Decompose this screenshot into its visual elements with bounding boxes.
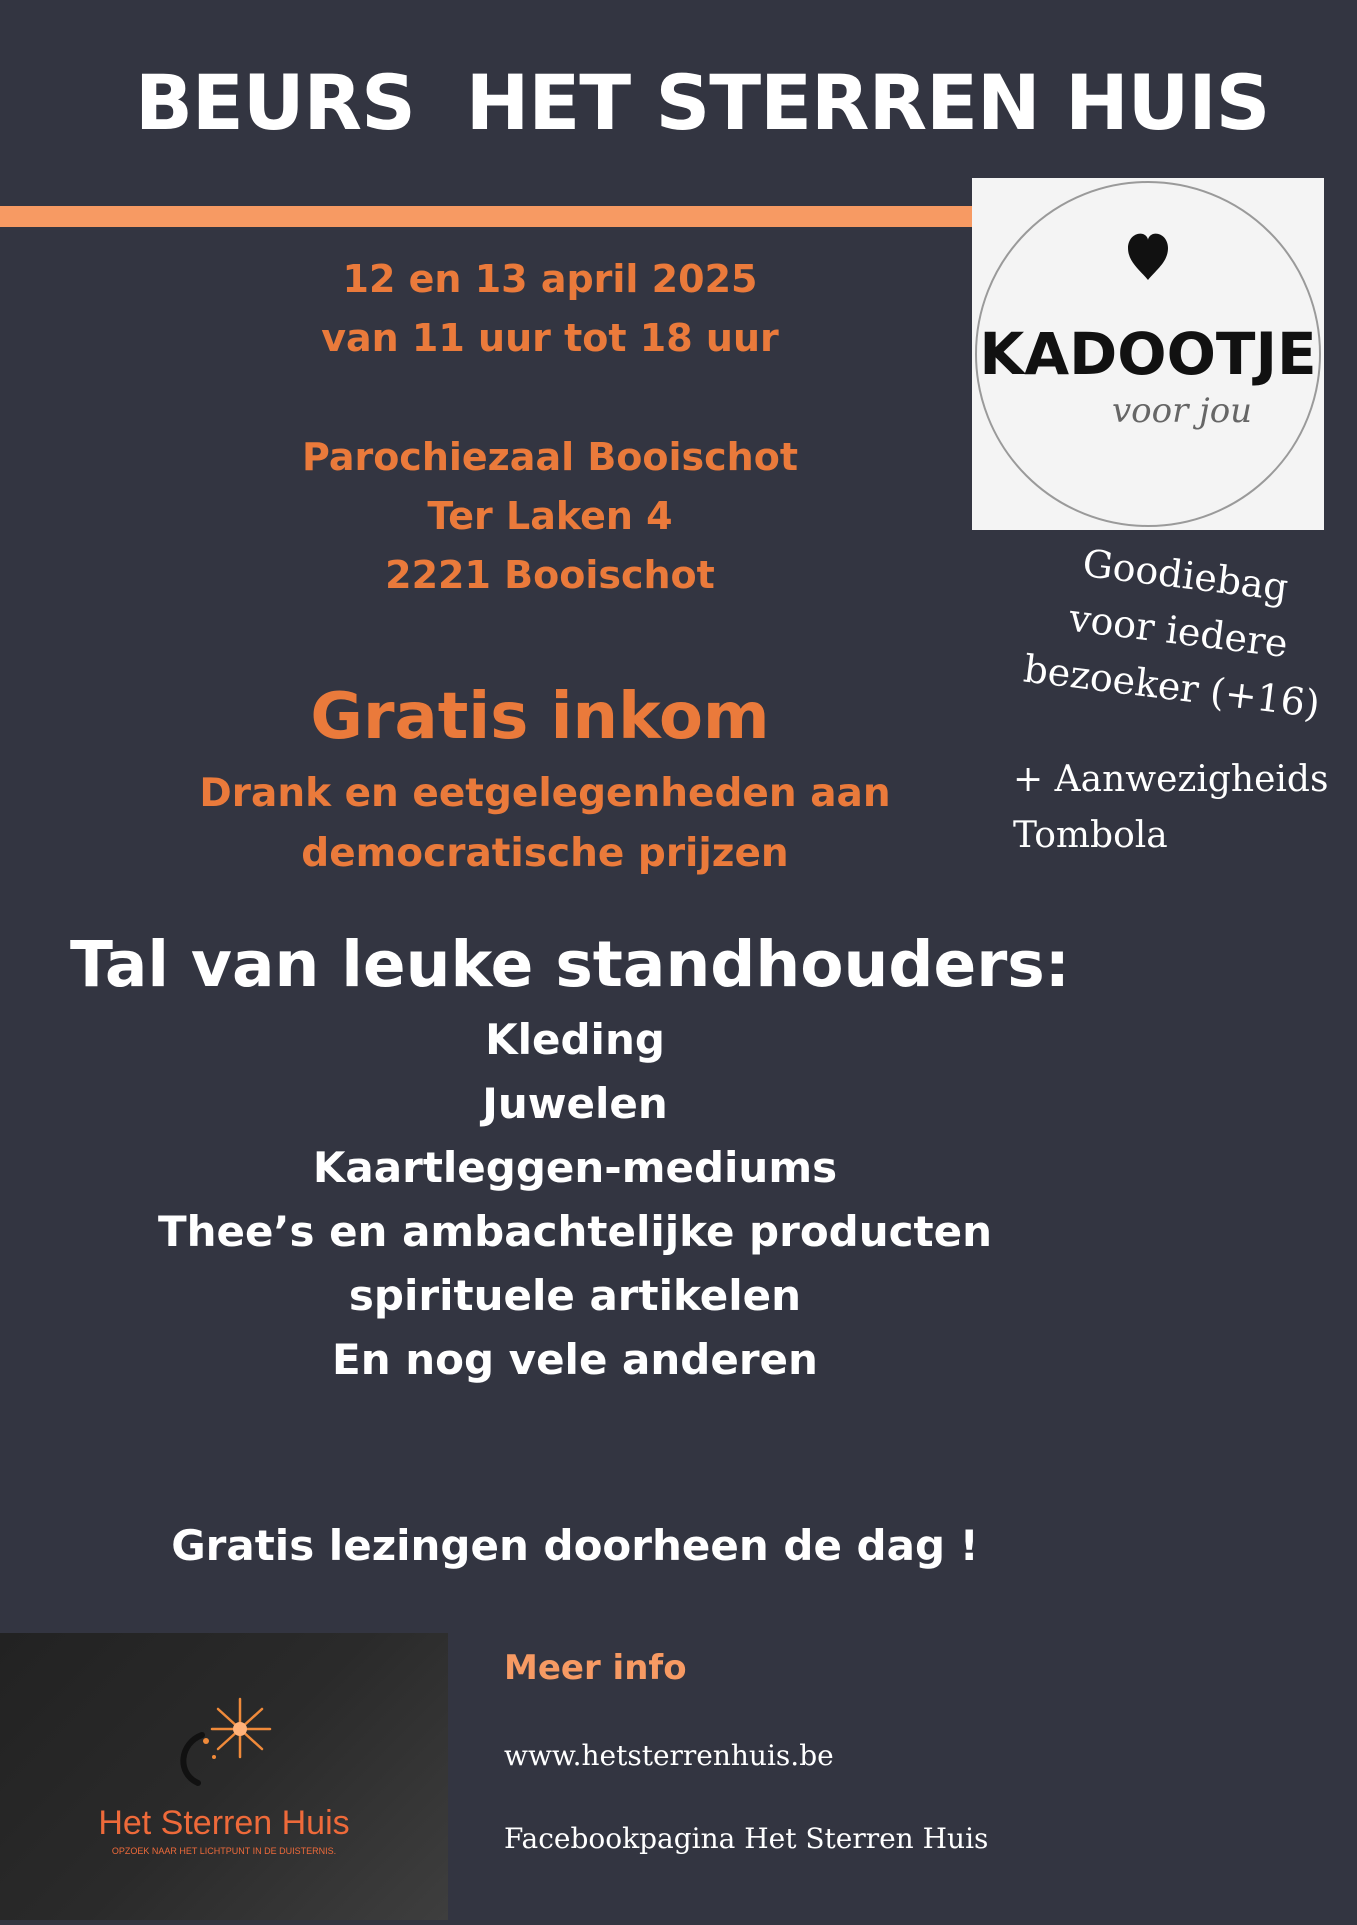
date-block: [250, 250, 850, 368]
tombola-line-2: Tombola: [1013, 815, 1168, 856]
drinks-note: [180, 764, 910, 884]
list-item: Juwelen: [482, 1079, 668, 1128]
venue-city: 2221 Booischot: [385, 553, 715, 597]
list-item: Kleding: [485, 1015, 665, 1064]
logo-tagline: OPZOEK NAAR HET LICHTPUNT IN DE DUISTERNIS.: [111, 1846, 337, 1856]
goodiebag-note: [1010, 528, 1348, 734]
goodie-line-2: voor iedere: [1066, 595, 1291, 667]
venue-street: Ter Laken 4: [427, 494, 673, 538]
event-hours: van 11 uur tot 18 uur: [321, 316, 779, 360]
venue-name: Parochiezaal Booischot: [301, 435, 799, 479]
heart-icon: [1128, 234, 1168, 280]
tombola-note: [1013, 752, 1357, 864]
page-title: BEURS HET STERREN HUIS: [135, 58, 1270, 147]
logo: [0, 1633, 448, 1920]
drinks-line-2: democratische prijzen: [301, 831, 789, 876]
list-item: Thee’s en ambachtelijke producten: [157, 1207, 993, 1256]
stands-list: [100, 1008, 1050, 1392]
facebook-link[interactable]: Facebookpagina Het Sterren Huis: [504, 1822, 989, 1855]
gift-heading: KADOOTJE: [979, 320, 1317, 388]
accent-divider: [0, 206, 972, 227]
logo-graphic: [0, 1633, 448, 1920]
drinks-line-1: Drank en eetgelegenheden aan: [199, 771, 891, 816]
event-dates: 12 en 13 april 2025: [342, 257, 758, 301]
gift-subheading: voor jou: [1111, 391, 1253, 431]
stands-heading: Tal van leuke standhouders:: [70, 928, 1070, 1001]
free-entry-heading: Gratis inkom: [310, 680, 770, 754]
goodie-line-1: Goodiebag: [1080, 540, 1291, 610]
website-link[interactable]: www.hetsterrenhuis.be: [504, 1739, 834, 1772]
lectures-note: Gratis lezingen doorheen de dag !: [171, 1521, 979, 1570]
gift-card-image: [972, 178, 1324, 530]
tombola-line-1: + Aanwezigheids: [1013, 759, 1329, 800]
gift-sticker: [972, 178, 1324, 530]
logo-name: Het Sterren Huis: [98, 1804, 350, 1842]
more-info-heading: Meer info: [504, 1648, 687, 1688]
list-item: En nog vele anderen: [332, 1335, 818, 1384]
list-item: Kaartleggen-mediums: [312, 1143, 838, 1192]
venue-block: [250, 428, 850, 605]
goodie-line-3: bezoeker (+16): [1021, 646, 1323, 727]
starburst-icon: [183, 1699, 270, 1783]
list-item: spirituele artikelen: [348, 1271, 802, 1320]
